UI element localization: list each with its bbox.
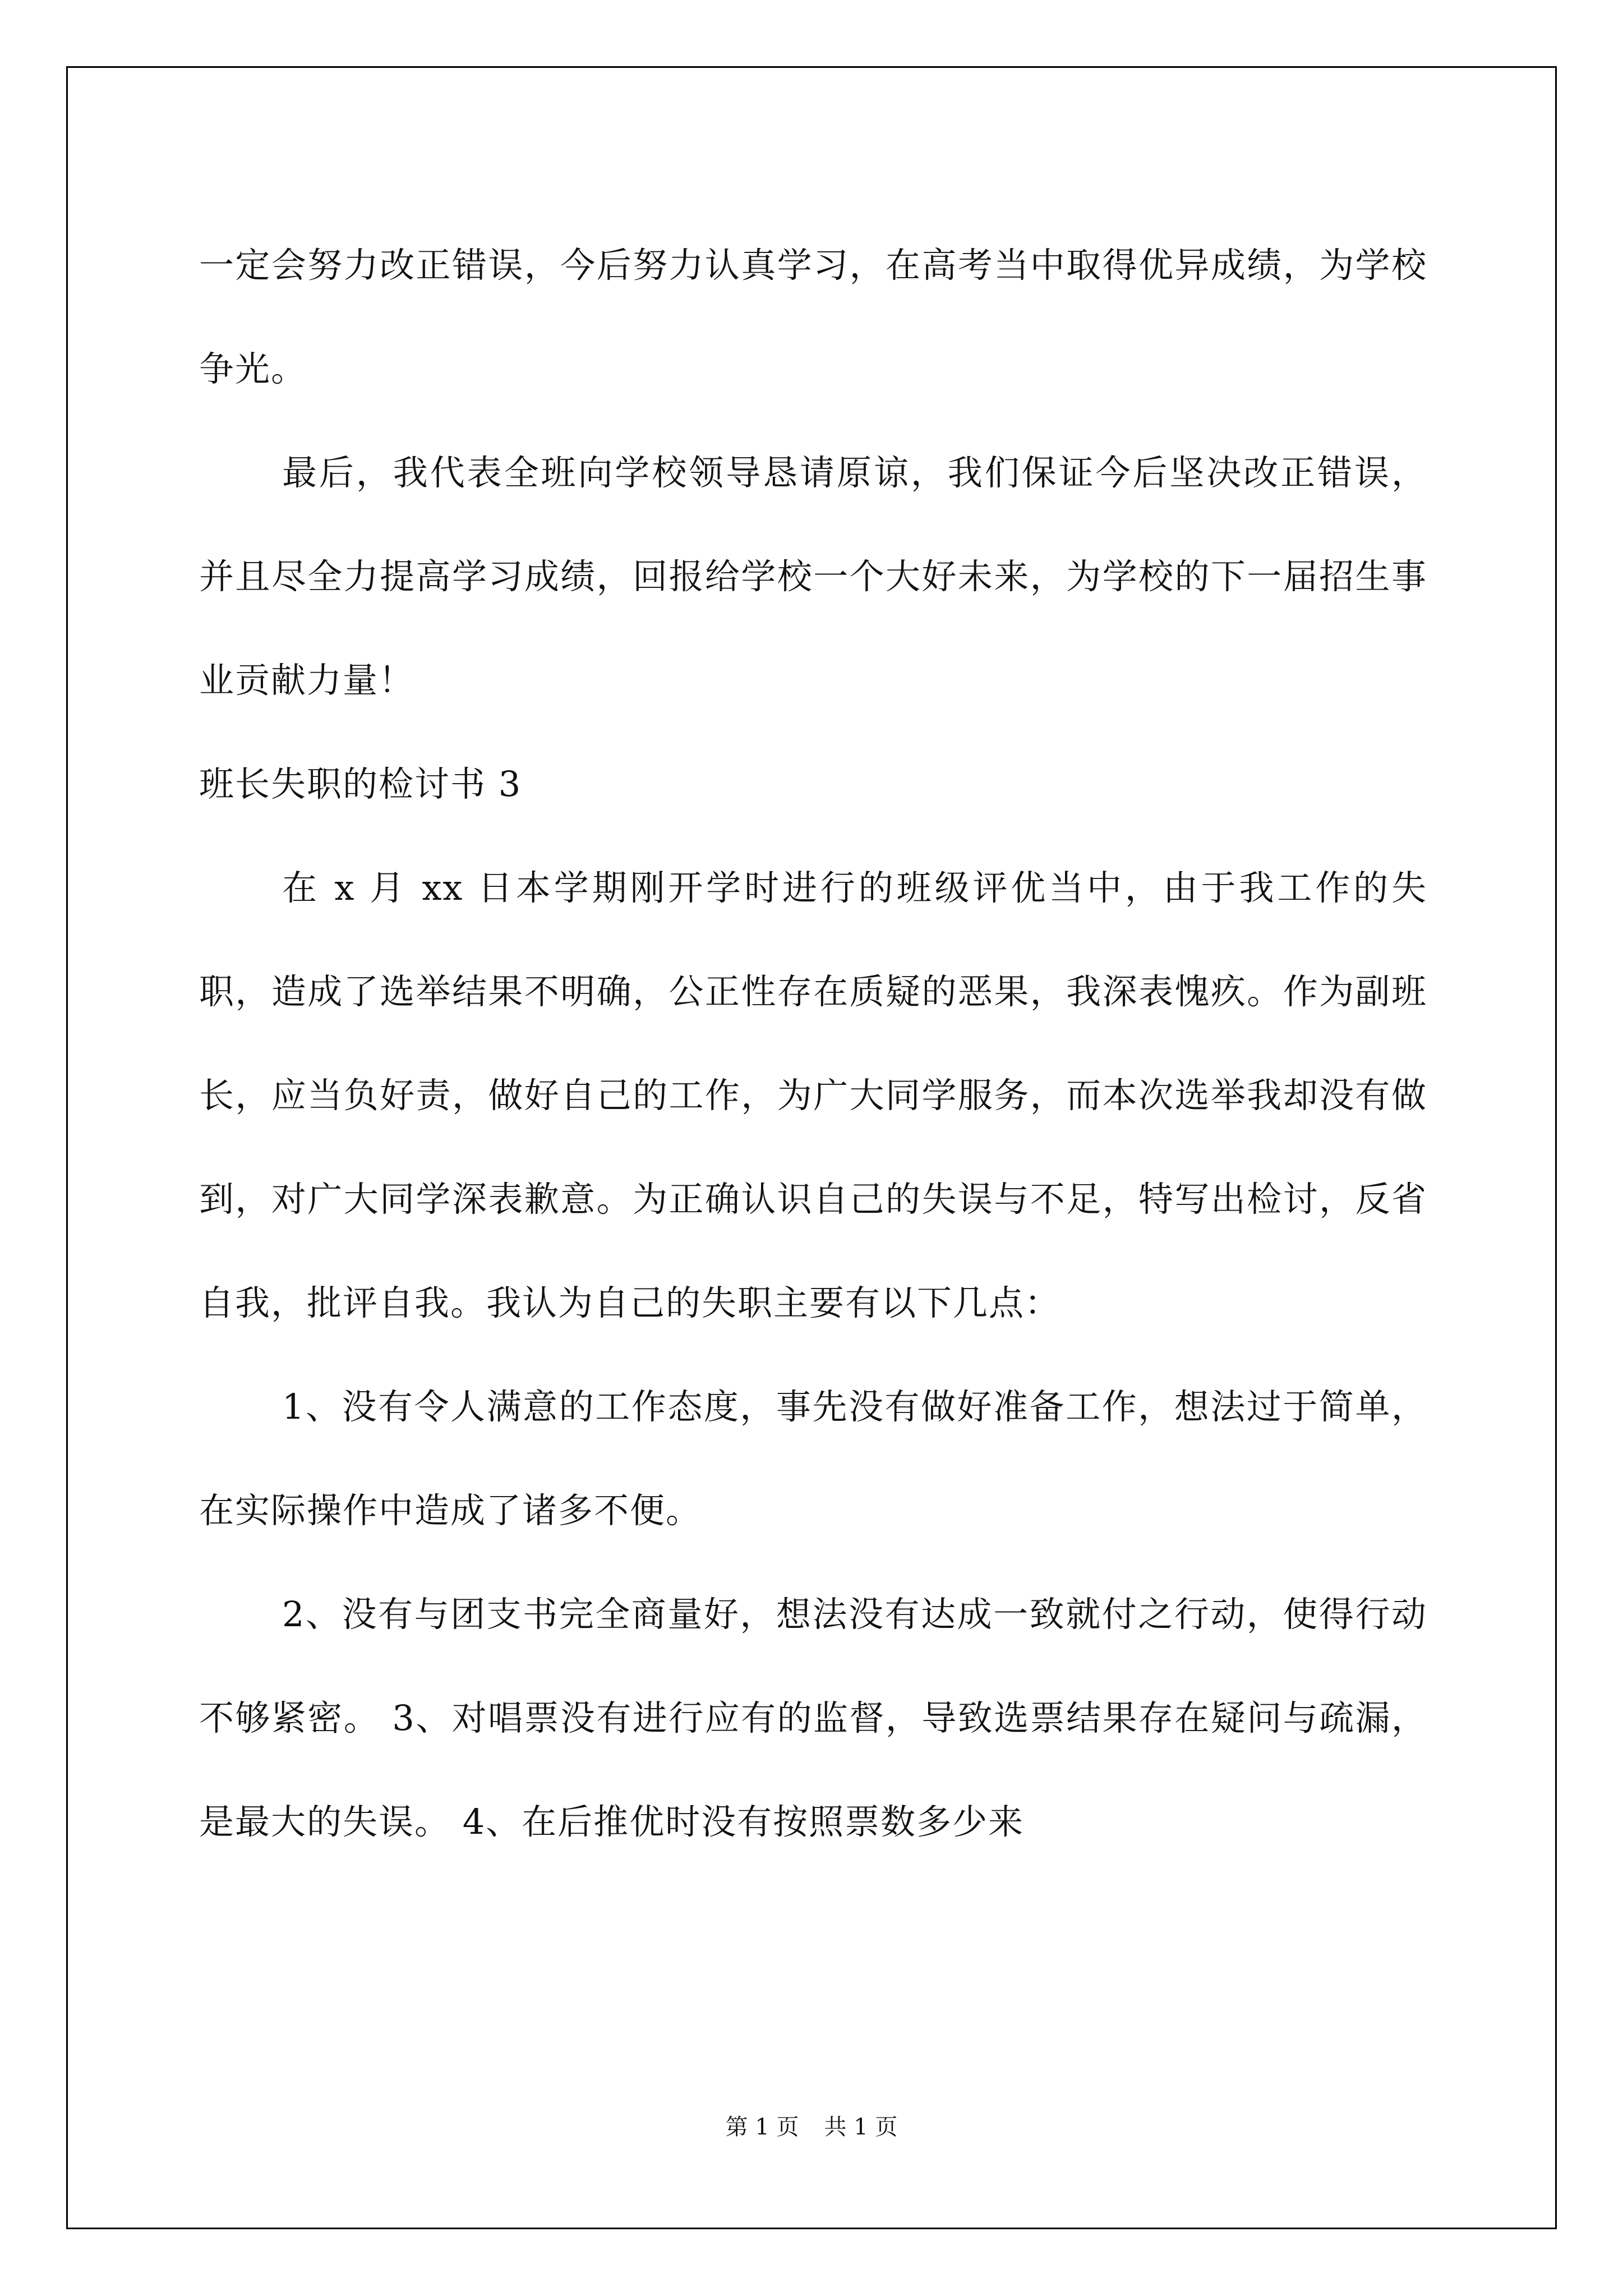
page-total: 共 1 页	[824, 2114, 898, 2140]
paragraph-2: 最后，我代表全班向学校领导恳请原谅，我们保证今后坚决改正错误，并且尽全力提高学习成绩，回报给学校一个大好未来，为学校的下一届招生事业贡献力量！	[199, 452, 1427, 701]
page-footer	[0, 2109, 1623, 2141]
section-heading: 班长失职的检讨书 3	[199, 763, 522, 804]
paragraph-1: 一定会努力改正错误，今后努力认真学习，在高考当中取得优异成绩，为学校争光。	[199, 245, 1427, 389]
paragraph-3: 在 x 月 xx 日本学期刚开学时进行的班级评优当中，由于我工作的失职，造成了选举结果不明确，公正性存在质疑的恶果，我深表愧疚。作为副班长，应当负好责，做好自己的工作，为广大同学服务，而本次选举我却没有做到，对广大同学深表歉意。为正确认识自己的失误与不足，特写出检讨，反省自我，批评自我。我认为自己的失职主要有以下几点：	[199, 867, 1427, 1323]
document-body	[199, 213, 1427, 1874]
list-item-1: 1、没有令人满意的工作态度，事先没有做好准备工作，想法过于简单，在实际操作中造成了诸多不便。	[199, 1386, 1427, 1531]
list-item-2: 2、没有与团支书完全商量好，想法没有达成一致就付之行动，使得行动不够紧密。 3、对唱票没有进行应有的监督，导致选票结果存在疑问与疏漏，是最大的失误。 4、在后推优时没有按照票数多少来	[199, 1594, 1427, 1842]
page-number: 第 1 页	[725, 2114, 799, 2140]
